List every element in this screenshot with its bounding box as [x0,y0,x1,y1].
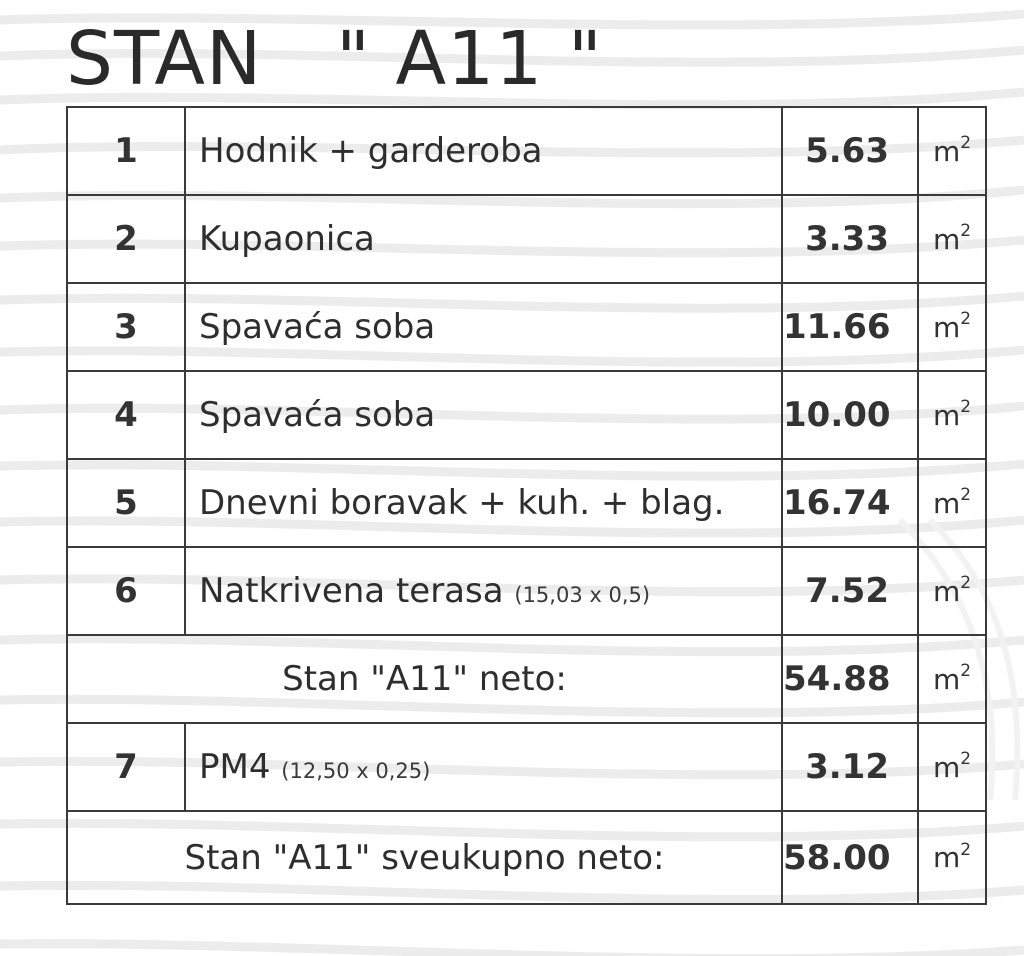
table-row [67,371,986,459]
unit-exponent: 2 [960,133,972,154]
unit-base: m [932,486,961,520]
table-row [67,723,986,811]
room-name-text: Dnevni boravak + kuh. + blag. [199,483,725,523]
unit-exponent: 2 [960,661,972,682]
room-name-text: PM4 [199,747,271,787]
unit-cell [918,283,986,371]
unit-exponent: 2 [960,309,972,330]
total-value: 58.00 [782,811,918,904]
row-number: 1 [67,107,185,195]
room-dimensions: (15,03 x 0,5) [514,583,651,607]
room-area-value: 7.52 [782,547,918,635]
unit-exponent: 2 [960,749,972,770]
room-area-value: 11.66 [782,283,918,371]
room-name-text: Hodnik + garderoba [199,131,543,171]
subtotal-value: 54.88 [782,635,918,723]
unit-exponent: 2 [960,397,972,418]
room-name-text: Spavaća soba [199,395,436,435]
subtotal-label: Stan "A11" neto: [67,635,782,723]
unit-cell [918,107,986,195]
room-area-value: 16.74 [782,459,918,547]
room-area-value: 3.33 [782,195,918,283]
room-name [185,371,782,459]
room-name [185,723,782,811]
total-label: Stan "A11" sveukupno neto: [67,811,782,904]
room-name [185,547,782,635]
unit-exponent: 2 [960,573,972,594]
unit-cell [918,547,986,635]
table-row [67,107,986,195]
unit-cell [918,635,986,723]
unit-base: m [932,398,961,432]
unit-cell [918,811,986,904]
unit-cell [918,371,986,459]
page-title: STAN " A11 " [66,16,603,102]
unit-base: m [932,841,961,874]
unit-cell [918,459,986,547]
unit-cell [918,195,986,283]
table-row [67,283,986,371]
room-name [185,107,782,195]
room-area-value: 5.63 [782,107,918,195]
room-area-value: 10.00 [782,371,918,459]
room-name-text: Natkrivena terasa [199,571,504,611]
unit-base: m [932,134,961,168]
row-number: 5 [67,459,185,547]
unit-base: m [932,750,961,784]
unit-base: m [932,574,961,608]
room-area-value: 3.12 [782,723,918,811]
unit-exponent: 2 [960,839,972,860]
room-name [185,283,782,371]
table-row [67,459,986,547]
row-number: 7 [67,723,185,811]
total-row [67,811,986,904]
unit-base: m [932,222,961,256]
unit-exponent: 2 [960,485,972,506]
row-number: 6 [67,547,185,635]
room-name [185,459,782,547]
room-area-table [66,106,987,905]
row-number: 3 [67,283,185,371]
unit-cell [918,723,986,811]
unit-base: m [932,662,961,696]
table-row [67,547,986,635]
row-number: 2 [67,195,185,283]
unit-exponent: 2 [960,221,972,242]
room-name [185,195,782,283]
row-number: 4 [67,371,185,459]
table-row [67,195,986,283]
unit-base: m [932,310,961,344]
subtotal-row [67,635,986,723]
room-dimensions: (12,50 x 0,25) [281,759,431,783]
room-name-text: Spavaća soba [199,307,436,347]
room-name-text: Kupaonica [199,219,375,259]
